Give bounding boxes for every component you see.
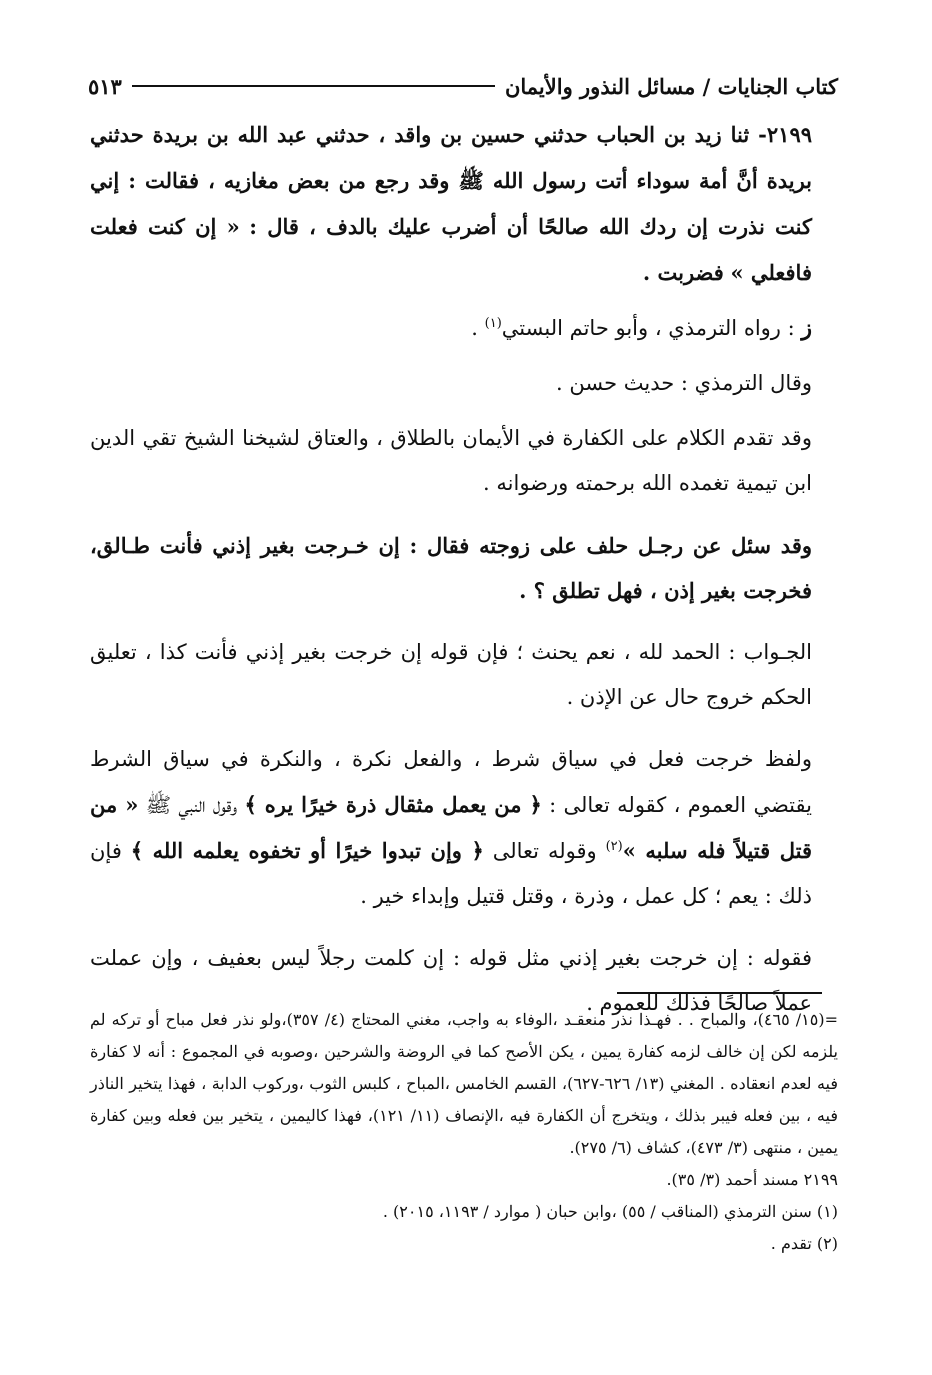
- answer-paragraph: الجـواب : الحمد لله ، نعم يحنث ؛ فإن قوله إن خرجت بغير إذني فأنت كذا ، تعليق الحكم خروج حال عن الإذن .: [90, 640, 812, 709]
- verse-1: ﴿ من يعمل مثقال ذرة خيرًا يره ﴾: [244, 792, 542, 817]
- page-number: ٥١٣: [88, 73, 122, 99]
- footnote-1: (١) سنن الترمذي (المناقب / ٥٥) ،وابن حبان ( موارد / ١١٩٣، ٢٠١٥) .: [382, 1202, 838, 1221]
- generality-text-1: ولفظ خرجت فعل في سياق شرط ، والفعل نكرة ، والنكرة في سياق الشرط يقتضي العموم ، كقوله تعالى :: [90, 747, 812, 817]
- main-text: [90, 112, 838, 1043]
- z-marker: ز: [801, 315, 812, 341]
- footnote-ref-1: (١): [484, 316, 502, 331]
- generality-text-3: وقوله تعالى: [492, 839, 597, 863]
- footnote-separator: [617, 992, 822, 994]
- prophet-quote: « من قتل قتيلاً فله سلبه »: [90, 792, 812, 863]
- verse-2: ﴿ وإن تبدوا خيرًا أو تخفوه يعلمه الله ﴾: [130, 838, 484, 863]
- footnote-ref-2: (٢): [605, 839, 623, 854]
- z-paragraph: [90, 306, 838, 351]
- running-header: [88, 66, 838, 106]
- z-end: .: [471, 316, 478, 340]
- footnote-continuation: =(١٥/ ٤٦٥)، والمباح . . فهـذا نذر منعقـد ،الوفاء به واجب، مغني المحتاج (٤/ ٣٥٧)،ولو نذر فعل مباح أو تركه لم يلزمه لكن إن خالف لزمه كفارة يمين ، يكن الأصح كما في الروضة والشرحين ،وصوبه في المجموع : أنه لا كفارة فيه لعدم انعقاده . المغني (١٣/ ٦٢٦-٦٢٧)، القسم الخامس ،المباح ، كلبس الثوب ،وركوب الدابة ، فهذا يتخير الناذر فيه ، بين فعله فيبر بذلك ، ويتخرج أن الكفارة فيه ،الإنصاف (١١/ ١٢١)، فهذا كاليمين ، يتخير بين فعله وبين كفارة يمين ، منتهى (٣/ ٤٧٣)، كشاف (٦/ ٢٧٥).: [90, 1010, 839, 1157]
- footnote-2: (٢) تقدم .: [770, 1234, 838, 1253]
- z-text: : رواه الترمذي ، وأبو حاتم البستي: [501, 316, 795, 340]
- generality-text-2: وقول النبي ﷺ: [145, 793, 238, 817]
- discussion-paragraph: وقد تقدم الكلام على الكفارة في الأيمان بالطلاق ، والعتاق لشيخنا الشيخ تقي الدين ابن تيمية تغمده الله برحمته ورضوانه .: [90, 426, 812, 495]
- generality-paragraph: [90, 737, 838, 919]
- hadith-end: فضربت .: [642, 260, 724, 285]
- footnotes: [90, 1004, 838, 1260]
- footnote-2199: ٢١٩٩ مسند أحمد (٣/ ٣٥).: [666, 1170, 838, 1189]
- hadith-text: ٢١٩٩- ثنا زيد بن الحباب حدثني حسين بن واقد ، حدثني عبد الله بن بريدة حدثني بريدة أنَّ أمة سوداء أتت رسول الله ﷺ وقد رجع من بعض مغازيه ، فقالت : إني كنت نذرت إن ردك الله صالحًا أن أضرب عليك بالدف ، قال :: [90, 122, 813, 239]
- header-title: كتاب الجنايات / مسائل النذور والأيمان: [504, 73, 838, 99]
- tirmidhi-paragraph: وقال الترمذي : حديث حسن .: [556, 371, 812, 395]
- question-paragraph: وقد سئل عن رجـل حلف على زوجته فقال : إن خـرجت بغير إذني فأنت طـالق، فخرجت بغير إذن ، فهل تطلق ؟ .: [90, 533, 812, 603]
- generality-text-4: فإن ذلك : يعم ؛ كل عمل ، وذرة ، وقتل قتيل وإبداء خير .: [90, 839, 812, 908]
- header-rule: [132, 85, 495, 87]
- conclusion-paragraph: فقوله : إن خرجت بغير إذني مثل قوله : إن كلمت رجلاً ليس بعفيف ، وإن عملت عملاً صالحًا فذلك للعموم .: [90, 946, 812, 1015]
- hadith-paragraph: [90, 112, 838, 296]
- hadith-quote: « إن كنت فعلت فافعلي »: [90, 214, 812, 285]
